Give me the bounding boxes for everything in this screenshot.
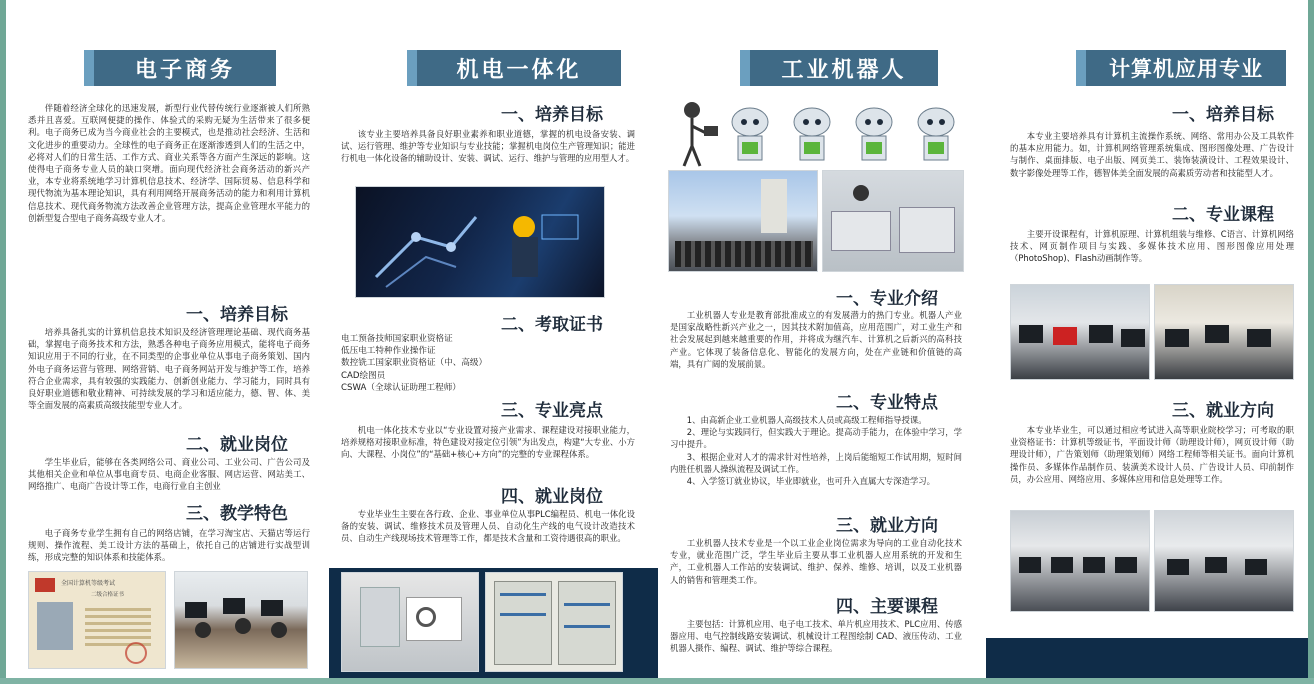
section-heading: 四、就业岗位 (501, 487, 603, 507)
equipment-photo (341, 572, 479, 672)
classroom-photo (174, 571, 308, 669)
list-item: CAD绘图员 (341, 370, 386, 381)
panel-ecommerce (0, 0, 329, 684)
features-list (670, 414, 962, 487)
panel-industrial-robots (658, 0, 986, 684)
computer-lab-photo (1154, 284, 1294, 380)
intro-text: 工业机器人专业是教育部批准成立的有发展潜力的热门专业。机器人产业是国家战略性新兴产业之一，因其技术附加值高，应用范围广，对工业生产和社会发展起到越来越重要的作用，并将成为继汽车、计算机之后新兴的高科技产业。它体现了装备信息化、智能化的发展方向，处在产业链和价值链的高端，具有广阔的发展前景。 (670, 310, 962, 369)
list-item: 电工预备技师国家职业资格证 (341, 334, 453, 344)
photo-portrait (37, 602, 73, 650)
lab-photo (822, 170, 964, 272)
section-heading: 一、培养目标 (186, 305, 288, 325)
courses-text: 主要开设课程有，计算机原理、计算机组装与维修、C语言、计算机网络技术、网页制作项目与实践、多媒体技术应用、图形图像应用处理（PhotoShop)、Flash动画制作等。 (1010, 229, 1294, 264)
career-text: 工业机器人技术专业是一个以工业企业岗位需求为导向的工业自动化技术专业，就业范围广泛，学生毕业后主要从事工业机器人应用系统的开发和生产，工业机器人工作站的安装调试、维护、保养、维修、培训，以及工业机器人的销售和管理类工作。 (670, 538, 962, 585)
computer-lab-photo (1010, 510, 1150, 612)
goal-text: 培养具备扎实的计算机信息技术知识及经济管理理论基础、现代商务基础，掌握电子商务技术和方法，熟悉各种电子商务应用模式，能将电子商务知识应用于不同的行业，在不同类型的企事业单位从事电子商务策划、国内外电子商务运营与管理、网络营销、电子商务网站开发与维护等工作，培养符合企业需求，具有较强的实践能力、创新创业能力、学习能力，同时具有良好职业道德和敬业精神、可持续发展的学习和适应能力，德、智、体、美等全面发展的高素质高级技能型专业人才。 (28, 327, 310, 411)
jobs-text: 专业毕业生主要在各行政、企业、事业单位从事PLC编程员、机电一体化设备的安装、调试、维修技术员及管理人员、自动化生产线的电气设计改造技术员、自动生产线现场技术管理等工作，都是技术含量和工资待遇很高的职业。 (341, 509, 635, 544)
panel-mechatronics (329, 0, 658, 684)
section-heading: 一、专业介绍 (836, 289, 938, 309)
list-item: 数控铣工国家职业资格证（中、高级） (341, 358, 488, 369)
section-heading: 二、就业岗位 (186, 435, 288, 455)
certificate-list (341, 333, 487, 394)
list-item: 3、根据企业对人才的需求针对性培养，上岗后能缩短工作试用期，短时间内胜任机器人操纵流程及调试工作。 (670, 451, 962, 474)
panel-title: 计算机应用专业 (1076, 50, 1286, 86)
list-item: 4、入学签订就业协议，毕业即就业，也可升入直属大专深造学习。 (686, 476, 935, 487)
jobs-text: 学生毕业后，能够在各类网络公司、商业公司、工业公司、广告公司及其他相关企业和单位从事电商专员、电商企业客服、网店运营、网站美工、网络推广、电商广告设计等工作，电商行业自主创业 (28, 457, 310, 492)
certificate-subtitle: 二级合格证书 (91, 592, 125, 598)
list-item: 1、由高新企业工业机器人高级技术人员或高级工程师指导授课。 (686, 415, 927, 425)
section-heading: 三、教学特色 (186, 504, 288, 524)
courses-text: 主要包括：计算机应用、电子电工技术、单片机应用技术、PLC应用、传感器应用、电气控制线路安装调试、机械设计工程图绘制 CAD、液压传动、工业机器人摄作、编程、调试、维护等综合课程。 (670, 619, 962, 654)
section-heading: 三、就业方向 (1172, 401, 1274, 421)
panel-title: 机电一体化 (407, 50, 621, 86)
logo-icon (35, 578, 55, 592)
computer-lab-photo (1010, 284, 1150, 380)
list-item: 2、理论与实践同行，但实践大于理论。提高动手能力，在体验中学习，学习中提升。 (670, 427, 962, 450)
section-heading: 一、培养目标 (1172, 105, 1274, 125)
certificate-title: 全国计算机等级考试 (61, 580, 116, 587)
goal-text: 该专业主要培养具备良好职业素养和职业道德，掌握的机电设备安装、调试、运行管理、维护等专业知识与专业技能；掌握机电岗位生产管理知识；能进行机电一体化设备的辅助设计、安装、调试、运行、维护与管理的应用型人才。 (341, 129, 635, 164)
section-heading: 四、主要课程 (836, 597, 938, 617)
computer-lab-photo (1154, 510, 1294, 612)
section-heading: 二、专业课程 (1172, 205, 1274, 225)
list-item: 低压电工特种作业操作证 (341, 346, 436, 357)
highlight-text: 机电一体化技术专业以“专业设置对接产业需求、课程建设对接职业能力，培养规格对接职业标准，特色建设对接定位引领”为出发点，构建“大专业、小方向、大课程、小岗位”的“基础+核心+方向”的完整的专业课程体系。 (341, 425, 635, 460)
section-heading: 三、专业亮点 (501, 401, 603, 421)
career-text: 本专业毕业生，可以通过相应考试进入高等职业院校学习；可考取的职业资格证书：计算机等级证书，平面设计师（助理设计师），网页设计师（助理设计师），广告策划师（助理策划师）网络工程师等相关证书。面向计算机操作员、多媒体作品制作员、装潢美术设计人员、广告设计人员、印前制作员，办公应用、网络应用、多媒体应用和信息处理等工作。 (1010, 425, 1294, 484)
goal-text: 本专业主要培养具有计算机主流操作系统、网络、常用办公及工具软件的基本应用能力。如，计算机网络管理系统集成、图形图像处理、广告设计与制作、桌面排版、电子出版、网页美工、装饰装潢设计、工程效果设计、数字影像处理等工作，德智体美全面发展的高素质劳动者和技能型人才。 (1010, 131, 1294, 178)
robot-arm-photo (355, 186, 605, 298)
section-heading: 一、培养目标 (501, 105, 603, 125)
intro-text: 伴随着经济全球化的迅速发展，新型行业代替传统行业逐渐被人们所熟悉并且喜爱。互联网便捷的操作、体验式的采购无疑为生活带来了很多便利。电子商务已成为当今商业社会的主要模式，也是推动社会经济、生活和文化进步的重要动力。全球性的电子商务正在逐渐渗透到人们的生活之中，必将对人们的日常生活、工作方式、商业关系等各方面产生深远的影响。这使得电子商务专业人员的缺口突增。面向现代经济社会商务活动的新兴产业，本专业将系统地学习计算机信息技术、经济学、国际贸易、信息科学和现代物流为基本理论知识，具有利用网络开展商务活动的能力和利用计算机信息技术、现代商务物流方法改善企业管理方法，提高企业管理水平能力的创新型复合型电子商务高级专业人才。 (28, 103, 310, 223)
panel-title: 工业机器人 (740, 50, 938, 86)
section-heading: 二、考取证书 (501, 315, 603, 335)
list-item: CSWA（全球认证助理工程师） (341, 382, 461, 393)
robot-illustrations (668, 96, 968, 168)
cabinet-photo (485, 572, 623, 672)
seal-icon (125, 642, 147, 664)
certificate-image (28, 571, 166, 669)
panel-title: 电子商务 (84, 50, 276, 86)
bottom-stripe (0, 678, 1314, 684)
students-group-photo (668, 170, 818, 272)
section-heading: 二、专业特点 (836, 393, 938, 413)
panel-computer-applications (986, 0, 1314, 684)
feature-text: 电子商务专业学生拥有自己的网络店铺，在学习淘宝店、天猫店等运行规则、操作流程、美工设计方法的基础上，依托自己的店铺进行实战型训练，形成完整的知识体系和技能体系。 (28, 528, 310, 563)
section-heading: 三、就业方向 (836, 516, 938, 536)
